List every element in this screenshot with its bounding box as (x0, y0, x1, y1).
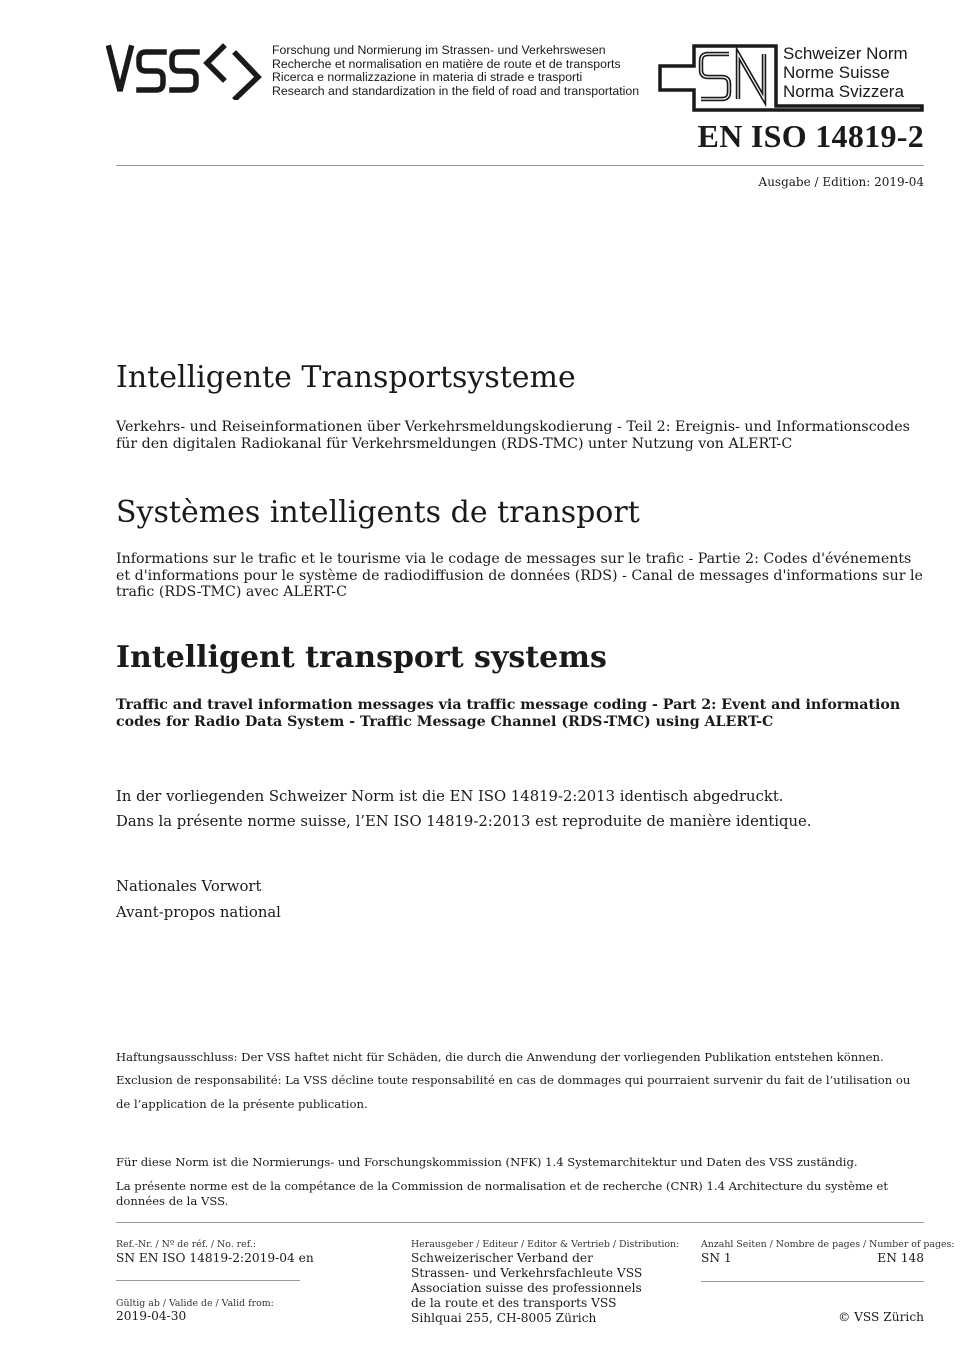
committee-french: La présente norme est de la compétance de la Commission de normalisation et de recherche (CNR) 1.4 Architecture du système et données de la VSS. (116, 1179, 889, 1208)
disclaimer-french-line1: Exclusion de responsabilité: La VSS décline toute responsabilité en cas de dommages qui pourraient survenir du fait de l’utilisation ou (116, 1073, 911, 1087)
valid-from-value: 2019-04-30 (116, 1309, 187, 1323)
publisher-line: Strassen- und Verkehrsfachleute VSS (411, 1266, 643, 1280)
subtitle-german: Verkehrs- und Reiseinformationen über Verkehrsmeldungskodierung - Teil 2: Ereignis- und Informationscodes für den digitalen Radiokanal für Verkehrsmeldungen (RDS-TMC) unter Nutzung von ALERT-C (116, 419, 910, 452)
sn-names (783, 44, 908, 101)
reference-label: Ref.-Nr. / Nº de réf. / No. ref.: (116, 1239, 256, 1250)
copyright: © VSS Zürich (838, 1310, 924, 1324)
publisher-address (411, 1251, 642, 1326)
national-foreword-french: Avant-propos national (116, 904, 281, 921)
disclaimer-german: Haftungsausschluss: Der VSS haftet nicht für Schäden, die durch die Anwendung der vorliegenden Publikation entstehen können. (116, 1050, 884, 1064)
page-count-label: Anzahl Seiten / Nombre de pages / Number of pages: (701, 1239, 955, 1250)
publisher-label: Herausgeber / Editeur / Editor & Vertrieb / Distribution: (411, 1239, 680, 1250)
reference-value: SN EN ISO 14819-2:2019-04 en (116, 1251, 314, 1265)
tagline-line: Recherche et normalisation en matière de route et de transports (272, 56, 621, 71)
tagline-line: Research and standardization in the field of road and transportation (272, 83, 640, 98)
title-french: Systèmes intelligents de transport (116, 495, 640, 530)
tagline-line: Forschung und Normierung im Strassen- und Verkehrswesen (272, 43, 606, 57)
vss-tagline (272, 44, 639, 98)
header-divider (116, 165, 924, 166)
identical-note-french: Dans la présente norme suisse, l’EN ISO 14819-2:2013 est reproduite de manière identique. (116, 813, 812, 830)
identical-note-german: In der vorliegenden Schweizer Norm ist die EN ISO 14819-2:2013 identisch abgedruckt. (116, 788, 784, 805)
subtitle-french: Informations sur le trafic et le tourisme via le codage de messages sur le trafic - Partie 2: Codes d'événements et d'informations pour le système de radiodiffusion de données (RDS) - Canal de messages d'informations sur le trafic (RDS-TMC) avec ALERT-C (116, 551, 923, 600)
title-german: Intelligente Transportsysteme (116, 360, 576, 395)
vss-logo (106, 40, 266, 100)
valid-from-label: Gültig ab / Valide de / Valid from: (116, 1298, 274, 1309)
page-count-divider (701, 1281, 924, 1282)
page-count-sn: SN 1 (701, 1251, 732, 1265)
page-count-en: EN 148 (877, 1251, 924, 1265)
disclaimer-french-line2: de l’application de la présente publication. (116, 1097, 368, 1111)
edition: Ausgabe / Edition: 2019-04 (758, 175, 924, 189)
publisher-line: Schweizerischer Verband der (411, 1251, 593, 1265)
publisher-line: Sihlquai 255, CH-8005 Zürich (411, 1311, 597, 1325)
tagline-line: Ricerca e normalizzazione in materia di strade e trasporti (272, 70, 583, 85)
national-foreword-german: Nationales Vorwort (116, 878, 262, 895)
footer-divider (116, 1222, 924, 1223)
standard-number: EN ISO 14819-2 (697, 118, 924, 154)
publisher-line: Association suisse des professionnels (411, 1281, 642, 1295)
reference-divider (116, 1280, 300, 1281)
committee-german: Für diese Norm ist die Normierungs- und Forschungskommission (NFK) 1.4 Systemarchitektur und Daten des VSS zuständig. (116, 1155, 858, 1169)
title-english: Intelligent transport systems (116, 640, 607, 675)
subtitle-english: Traffic and travel information messages via traffic message coding - Part 2: Event and information codes for Radio Data System - Traffic Message Channel (RDS-TMC) using ALERT-C (116, 697, 901, 730)
sn-name-de: Schweizer Norm (783, 44, 908, 63)
sn-name-it: Norma Svizzera (783, 82, 904, 101)
sn-name-fr: Norme Suisse (783, 63, 890, 82)
publisher-line: de la route et des transports VSS (411, 1296, 617, 1310)
